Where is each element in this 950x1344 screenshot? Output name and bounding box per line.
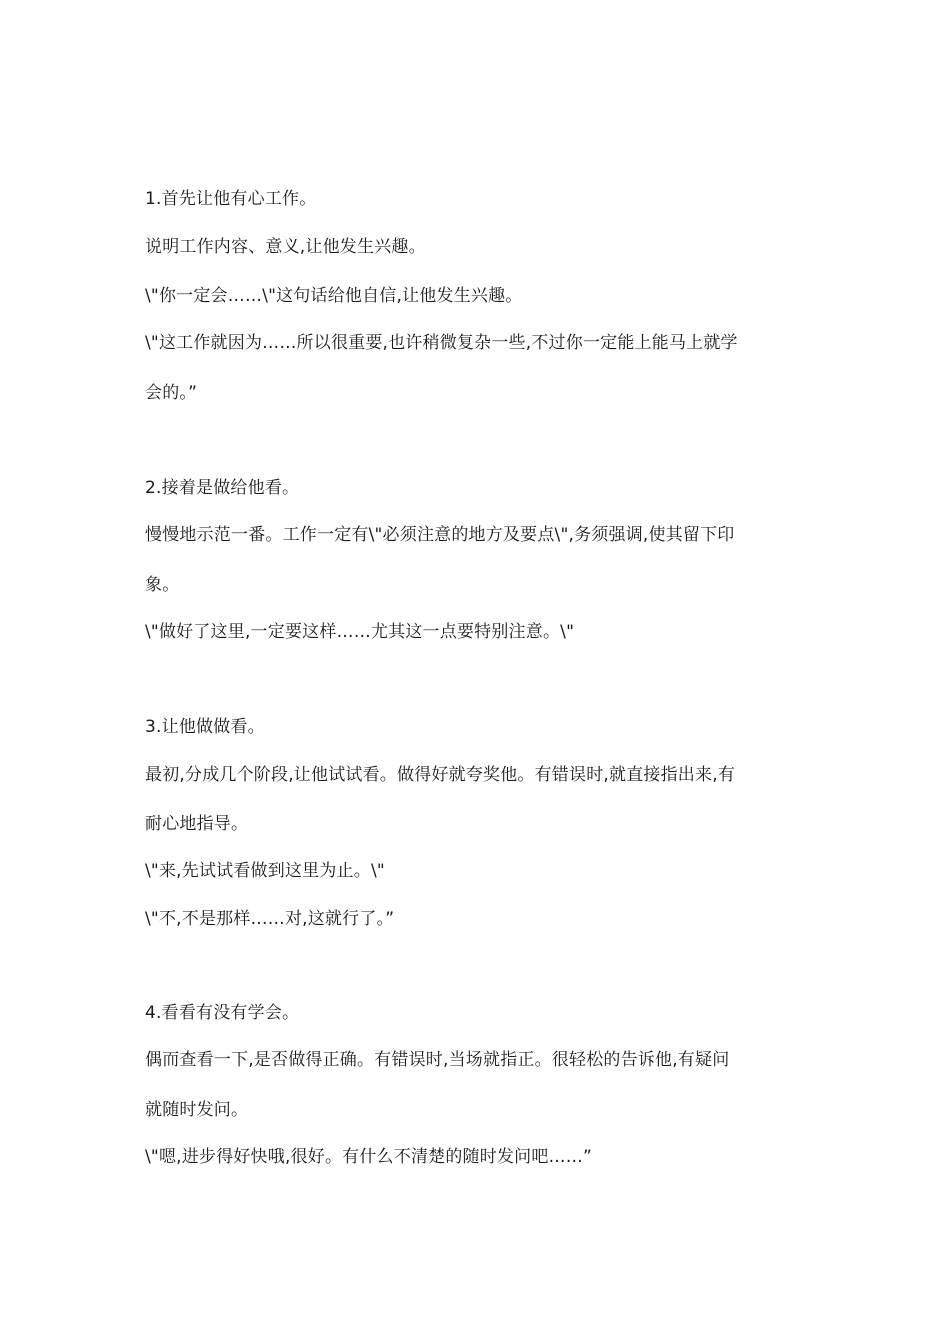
section-1-line-2: \"你一定会……\"这句话给他自信,让他发生兴趣。 <box>145 286 523 306</box>
section-1-line-3: \"这工作就因为……所以很重要,也许稍微复杂一些,不过你一定能上能马上就学 <box>145 333 738 353</box>
section-4-line-1: 偶而查看一下,是否做得正确。有错误时,当场就指正。很轻松的告诉他,有疑问 <box>145 1050 730 1070</box>
section-1-line-1: 说明工作内容、意义,让他发生兴趣。 <box>145 237 426 257</box>
section-2-heading: 2.接着是做给他看。 <box>145 478 300 498</box>
section-2-line-3: \"做好了这里,一定要这样……尤其这一点要特别注意。\" <box>145 622 575 642</box>
section-4-heading: 4.看看有没有学会。 <box>145 1003 300 1023</box>
section-3-line-1: 最初,分成几个阶段,让他试试看。做得好就夸奖他。有错误时,就直接指出来,有 <box>145 765 736 785</box>
section-3-heading: 3.让他做做看。 <box>145 717 265 737</box>
section-1-line-4: 会的。” <box>145 383 198 403</box>
section-3-line-2: 耐心地指导。 <box>145 814 249 834</box>
section-3-line-3: \"来,先试试看做到这里为止。\" <box>145 861 385 881</box>
section-3-line-4: \"不,不是那样……对,这就行了。” <box>145 909 395 929</box>
section-4-line-3: \"嗯,进步得好快哦,很好。有什么不清楚的随时发问吧……” <box>145 1147 592 1167</box>
section-1-heading: 1.首先让他有心工作。 <box>145 189 317 209</box>
section-2-line-1: 慢慢地示范一番。工作一定有\"必须注意的地方及要点\",务须强调,使其留下印 <box>145 525 735 545</box>
section-4-line-2: 就随时发问。 <box>145 1100 249 1120</box>
section-2-line-2: 象。 <box>145 575 180 595</box>
